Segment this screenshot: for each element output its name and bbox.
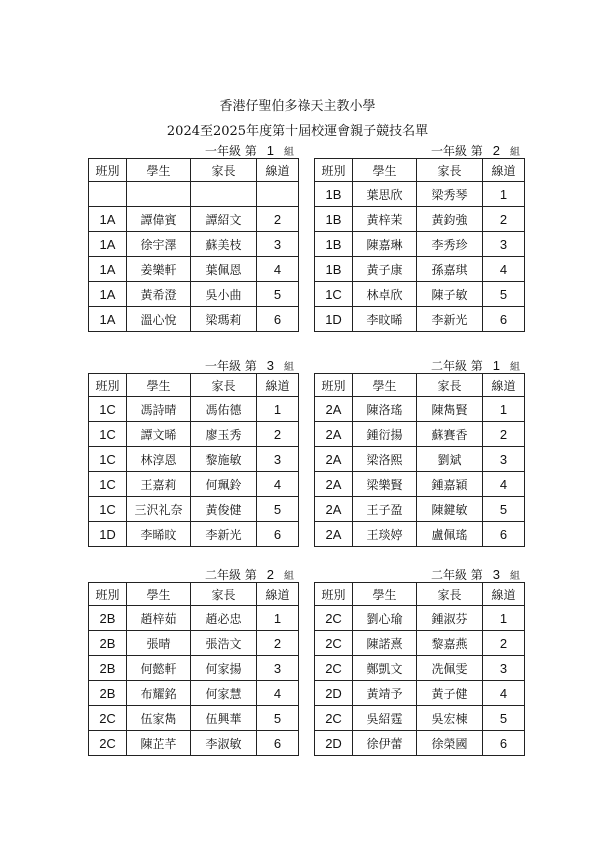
parent-cell: 盧佩瑤 [417,522,483,547]
table-row [89,282,299,307]
group-grade: 一年級 第 [204,144,257,158]
parent-cell: 黎嘉燕 [417,631,483,656]
student-cell: 馮詩晴 [127,397,191,422]
class-cell: 2C [89,706,127,731]
group-grade: 二年級 第 [430,568,483,582]
class-cell: 2A [315,522,353,547]
lane-cell: 6 [257,731,299,756]
group-title [314,142,524,158]
lane-cell: 5 [257,706,299,731]
table-row [315,472,525,497]
table-row [89,681,299,706]
class-cell: 2C [315,606,353,631]
lane-cell: 3 [257,656,299,681]
lane-cell: 6 [483,307,525,332]
student-cell [127,182,191,207]
table-row [315,257,525,282]
parent-cell: 李淑敏 [191,731,257,756]
class-cell: 2A [315,422,353,447]
column-header: 學生 [127,583,191,606]
parent-cell: 黃俊健 [191,497,257,522]
group-grade: 一年級 第 [204,359,257,373]
student-cell: 陳諾熹 [353,631,417,656]
class-cell: 2A [315,472,353,497]
group-number: 2 [266,567,274,582]
table-row [315,282,525,307]
table-row [89,472,299,497]
group-block [88,357,298,547]
lane-cell: 4 [257,257,299,282]
student-cell: 吳紹霆 [353,706,417,731]
group-number: 3 [266,358,274,373]
column-header: 線道 [257,159,299,182]
parent-cell: 廖玉秀 [191,422,257,447]
parent-cell: 徐榮國 [417,731,483,756]
class-cell: 1C [89,447,127,472]
lane-cell: 6 [483,522,525,547]
table-row [89,207,299,232]
parent-cell: 伍興華 [191,706,257,731]
lane-cell: 2 [483,207,525,232]
column-header: 線道 [257,374,299,397]
group-table [88,373,299,547]
lane-cell: 4 [483,257,525,282]
group-grade: 一年級 第 [430,144,483,158]
table-row [89,307,299,332]
group-title [88,357,298,373]
parent-cell: 何家揚 [191,656,257,681]
group-number: 1 [492,358,500,373]
group-title [314,357,524,373]
student-cell: 三沢礼奈 [127,497,191,522]
group-table [314,373,525,547]
table-row [89,631,299,656]
group-suffix: 組 [284,362,294,373]
class-cell: 2B [89,606,127,631]
lane-cell: 1 [257,397,299,422]
group-suffix: 組 [510,147,520,158]
student-cell: 王子盈 [353,497,417,522]
table-row [315,681,525,706]
parent-cell: 李新光 [191,522,257,547]
table-row [89,182,299,207]
table-row [315,422,525,447]
student-cell: 鄭凱文 [353,656,417,681]
student-cell: 陳芷芊 [127,731,191,756]
class-cell [89,182,127,207]
class-cell: 1A [89,232,127,257]
column-header: 線道 [483,159,525,182]
table-row [315,182,525,207]
student-cell: 黃靖予 [353,681,417,706]
class-cell: 1A [89,257,127,282]
student-cell: 黃子康 [353,257,417,282]
group-suffix: 組 [284,571,294,582]
group-grade: 二年級 第 [204,568,257,582]
class-cell: 2B [89,656,127,681]
parent-cell: 蘇美枝 [191,232,257,257]
column-header: 家長 [191,583,257,606]
student-cell: 溫心悅 [127,307,191,332]
class-cell: 2A [315,497,353,522]
table-row [315,656,525,681]
parent-cell: 梁瑪莉 [191,307,257,332]
student-cell: 黃希澄 [127,282,191,307]
lane-cell: 2 [257,207,299,232]
class-cell: 2C [315,706,353,731]
student-cell: 黃梓茉 [353,207,417,232]
student-cell: 林淳恩 [127,447,191,472]
class-cell: 1B [315,207,353,232]
parent-cell: 黃子健 [417,681,483,706]
column-header: 學生 [127,159,191,182]
parent-cell: 趙必忠 [191,606,257,631]
table-row [315,447,525,472]
student-cell: 趙梓茹 [127,606,191,631]
table-row [89,447,299,472]
group-table [88,158,299,332]
parent-cell: 陳雋賢 [417,397,483,422]
student-cell: 林卓欣 [353,282,417,307]
student-cell: 李晞旼 [127,522,191,547]
event-title: 2024至2025年度第十屆校運會親子競技名單 [166,124,429,139]
student-cell: 王琰婷 [353,522,417,547]
lane-cell: 1 [483,397,525,422]
lane-cell [257,182,299,207]
table-row [315,706,525,731]
group-number: 1 [266,143,274,158]
student-cell: 張晴 [127,631,191,656]
class-cell: 1A [89,282,127,307]
group-table [314,582,525,756]
group-block [314,142,524,332]
column-header: 班別 [315,374,353,397]
table-row [89,422,299,447]
table-header-row [89,583,299,606]
table-header-row [315,374,525,397]
parent-cell: 吳宏棟 [417,706,483,731]
table-row [89,497,299,522]
column-header: 學生 [127,374,191,397]
parent-cell: 張浩文 [191,631,257,656]
lane-cell: 5 [483,497,525,522]
student-cell: 譚偉賓 [127,207,191,232]
class-cell: 1D [315,307,353,332]
lane-cell: 3 [483,656,525,681]
parent-cell: 葉佩恩 [191,257,257,282]
parent-cell: 冼佩雯 [417,656,483,681]
column-header: 班別 [315,583,353,606]
class-cell: 2C [89,731,127,756]
parent-cell: 劉斌 [417,447,483,472]
student-cell: 陳嘉琳 [353,232,417,257]
parent-cell: 黎施敏 [191,447,257,472]
group-suffix: 組 [510,362,520,373]
lane-cell: 5 [483,706,525,731]
group-block [314,357,524,547]
parent-cell: 蘇賽香 [417,422,483,447]
table-header-row [315,159,525,182]
student-cell: 葉思欣 [353,182,417,207]
group-suffix: 組 [284,147,294,158]
column-header: 學生 [353,374,417,397]
lane-cell: 2 [257,422,299,447]
parent-cell: 何家慧 [191,681,257,706]
parent-cell: 陳子敏 [417,282,483,307]
student-cell: 姜樂軒 [127,257,191,282]
student-cell: 梁樂賢 [353,472,417,497]
lane-cell: 5 [257,497,299,522]
lane-cell: 2 [483,422,525,447]
table-row [315,606,525,631]
parent-cell: 陳鍵敏 [417,497,483,522]
table-row [89,232,299,257]
student-cell: 伍家雋 [127,706,191,731]
student-cell: 徐宇澤 [127,232,191,257]
table-row [89,706,299,731]
parent-cell: 何珮鈴 [191,472,257,497]
group-block [88,142,298,332]
class-cell: 2A [315,447,353,472]
lane-cell: 4 [257,472,299,497]
parent-cell: 馮佑德 [191,397,257,422]
student-cell: 梁洛熙 [353,447,417,472]
table-row [315,631,525,656]
class-cell: 1A [89,207,127,232]
lane-cell: 4 [483,681,525,706]
group-block [314,566,524,756]
parent-cell: 吳小曲 [191,282,257,307]
column-header: 學生 [353,159,417,182]
lane-cell: 3 [257,447,299,472]
table-row [89,522,299,547]
class-cell: 1B [315,182,353,207]
column-header: 班別 [89,374,127,397]
lane-cell: 2 [257,631,299,656]
class-cell: 1C [89,472,127,497]
parent-cell: 李秀珍 [417,232,483,257]
table-header-row [89,159,299,182]
student-cell: 陳洛瑤 [353,397,417,422]
class-cell: 2C [315,656,353,681]
lane-cell: 3 [257,232,299,257]
class-cell: 1D [89,522,127,547]
lane-cell: 5 [483,282,525,307]
table-row [89,606,299,631]
table-row [89,731,299,756]
group-number: 3 [492,567,500,582]
group-number: 2 [492,143,500,158]
table-header-row [89,374,299,397]
class-cell: 1C [315,282,353,307]
table-row [315,522,525,547]
class-cell: 1B [315,232,353,257]
group-title [88,566,298,582]
column-header: 班別 [89,159,127,182]
student-cell: 鍾衍揚 [353,422,417,447]
parent-cell: 鍾嘉穎 [417,472,483,497]
parent-cell: 鍾淑芬 [417,606,483,631]
class-cell: 1B [315,257,353,282]
class-cell: 1C [89,397,127,422]
parent-cell: 譚紹文 [191,207,257,232]
column-header: 線道 [483,374,525,397]
group-table [314,158,525,332]
class-cell: 2A [315,397,353,422]
column-header: 家長 [191,159,257,182]
column-header: 班別 [89,583,127,606]
table-row [315,232,525,257]
parent-cell: 孫嘉琪 [417,257,483,282]
lane-cell: 2 [483,631,525,656]
student-cell: 劉心瑜 [353,606,417,631]
student-cell: 布耀銘 [127,681,191,706]
group-table [88,582,299,756]
lane-cell: 6 [257,522,299,547]
class-cell: 1C [89,497,127,522]
student-cell: 譚文晞 [127,422,191,447]
class-cell: 2B [89,681,127,706]
lane-cell: 1 [483,606,525,631]
column-header: 線道 [257,583,299,606]
column-header: 線道 [483,583,525,606]
group-title [314,566,524,582]
table-row [89,397,299,422]
group-block [88,566,298,756]
class-cell: 1A [89,307,127,332]
lane-cell: 4 [483,472,525,497]
student-cell: 何懿軒 [127,656,191,681]
lane-cell: 6 [257,307,299,332]
student-cell: 王嘉莉 [127,472,191,497]
column-header: 家長 [191,374,257,397]
lane-cell: 1 [483,182,525,207]
class-cell: 1C [89,422,127,447]
parent-cell [191,182,257,207]
lane-cell: 5 [257,282,299,307]
table-row [89,656,299,681]
class-cell: 2D [315,681,353,706]
table-row [315,207,525,232]
column-header: 家長 [417,374,483,397]
lane-cell: 6 [483,731,525,756]
lane-cell: 4 [257,681,299,706]
parent-cell: 梁秀琴 [417,182,483,207]
group-suffix: 組 [510,571,520,582]
column-header: 家長 [417,159,483,182]
table-row [315,307,525,332]
group-grade: 二年級 第 [430,359,483,373]
class-cell: 2B [89,631,127,656]
column-header: 學生 [353,583,417,606]
class-cell: 2C [315,631,353,656]
lane-cell: 3 [483,232,525,257]
lane-cell: 1 [257,606,299,631]
student-cell: 徐伊蕾 [353,731,417,756]
table-row [89,257,299,282]
parent-cell: 李新光 [417,307,483,332]
column-header: 家長 [417,583,483,606]
column-header: 班別 [315,159,353,182]
parent-cell: 黃鈞強 [417,207,483,232]
table-row [315,497,525,522]
table-header-row [315,583,525,606]
school-name: 香港仔聖伯多祿天主教小學 [219,99,376,114]
class-cell: 2D [315,731,353,756]
lane-cell: 3 [483,447,525,472]
student-cell: 李旼晞 [353,307,417,332]
table-row [315,731,525,756]
table-row [315,397,525,422]
group-title [88,142,298,158]
